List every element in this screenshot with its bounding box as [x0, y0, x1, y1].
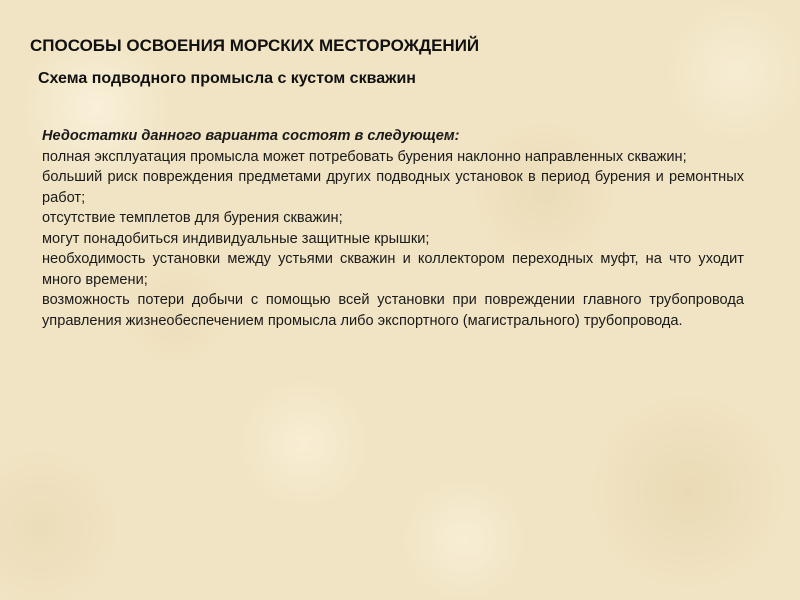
disadvantage-item: могут понадобиться индивидуальные защитные крышки;: [42, 230, 430, 247]
disadvantage-item: необходимость установки между устьями скважин и коллектором переходных муфт, на что уходит много времени;: [42, 251, 744, 288]
disadvantage-item: полная эксплуатация промысла может потребовать бурения наклонно направленных скважин;: [42, 148, 687, 165]
slide-title: СПОСОБЫ ОСВОЕНИЯ МОРСКИХ МЕСТОРОЖДЕНИЙ: [30, 36, 480, 55]
slide-subtitle: Схема подводного промысла с кустом скважин: [38, 70, 416, 87]
disadvantage-item: отсутствие темплетов для бурения скважин;: [42, 210, 343, 226]
disadvantages-block: [42, 126, 744, 331]
disadvantage-item: больший риск повреждения предметами других подводных установок в период бурения и ремонтных работ;: [42, 169, 744, 206]
disadvantage-item: возможность потери добычи с помощью всей установки при повреждении главного трубопровода управления жизнеобеспечением промысла либо экспортного (магистрального) трубопровода.: [42, 292, 744, 329]
disadvantages-heading: Недостатки данного варианта состоят в следующем:: [42, 128, 460, 144]
